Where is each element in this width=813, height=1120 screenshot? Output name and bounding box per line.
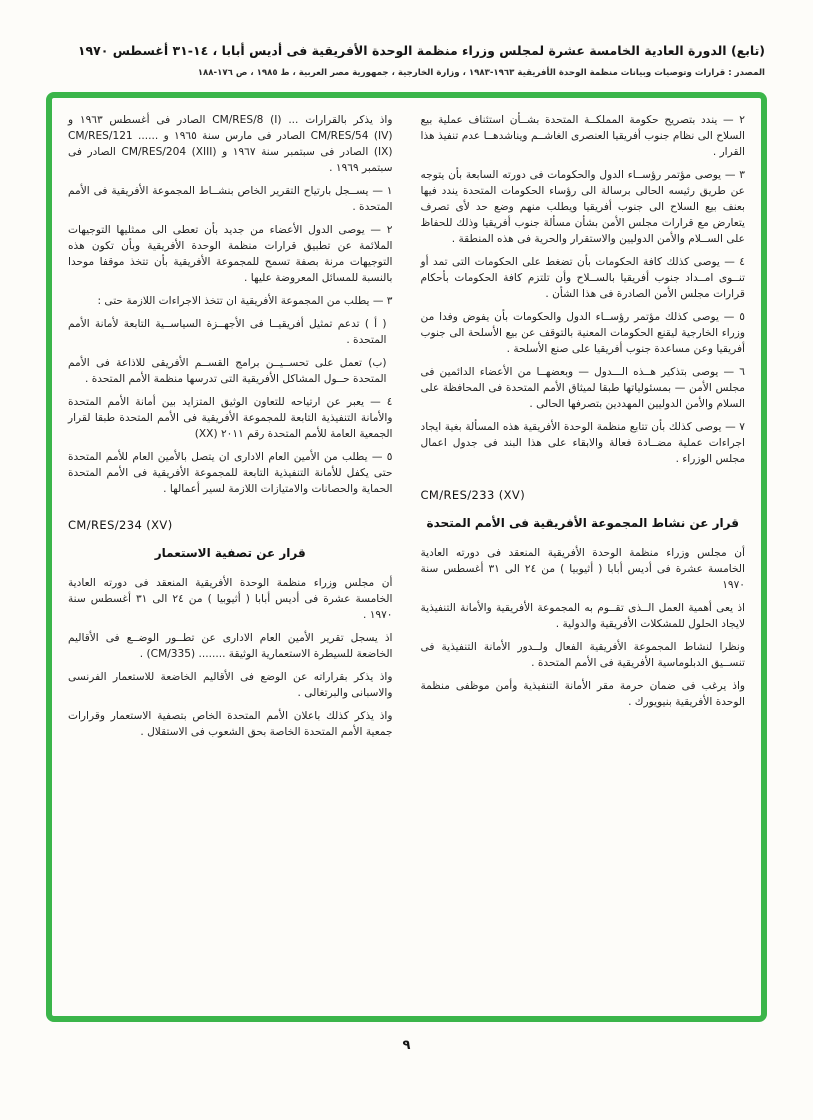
resolution-title: قرار عن تصفية الاستعمار xyxy=(154,545,306,560)
source-citation-line: المصدر : قرارات وتوصيات وبيانات منظمة الوحدة الأفريقية ١٩٦٣-١٩٨٣ ، وزارة الخارجية ، جمهورية مصر العربية ، ط ١٩٨٥ ، ص ١٧٦-١٨٨ xyxy=(197,67,765,78)
document-header xyxy=(0,0,813,78)
resolution-subitem: (ب) تعمل على تحســيــن برامج القســم الأفريقى للاذاعة فى الأمم المتحدة حــول المشاكل الأفريقية التى تدرسها منظمة الأمم المتحدة . xyxy=(68,356,387,385)
page-number: ٩ xyxy=(402,1037,411,1053)
resolution-paragraph: أن مجلس وزراء منظمة الوحدة الأفريقية المنعقد فى دورته العادية الخامسة عشرة فى أديس أبابا ( أثيوبيا ) من ٢٤ الى ٣١ أغسطس سنة ١٩٧٠ xyxy=(420,546,745,591)
column-right xyxy=(421,112,746,1006)
resolution-paragraph: واذ يذكر كذلك باعلان الأمم المتحدة الخاص بتصفية الاستعمار وقرارات جمعية الأمم المتحدة الخاصة بحق الشعوب فى الاستقلال . xyxy=(68,709,393,738)
resolution-subitem: ( أ ) تدعم تمثيل أفريقيــا فى الأجهــزة السياســية التابعة لأمانة الأمم المتحدة . xyxy=(68,317,387,346)
content-frame xyxy=(46,92,767,1022)
resolution-paragraph: واذ يذكر بقراراته عن الوضع فى الأقاليم الخاضعة للاستعمار الفرنسى والاسبانى والبرتغالى . xyxy=(68,670,393,699)
resolution-paragraph: أن مجلس وزراء منظمة الوحدة الأفريقية المنعقد فى دورته العادية الخامسة عشرة فى أديس أبابا ( أثيوبيا ) من ٢٤ الى ٣١ أغسطس سنة ١٩٧٠ . xyxy=(68,576,393,621)
resolution-paragraph: واذ يرغب فى ضمان حرمة مقر الأمانة التنفيذية وأمن موظفى منظمة الوحدة الأفريقية بنيويورك . xyxy=(420,679,745,708)
resolution-paragraph: ٣ — يوصى مؤتمر رؤســاء الدول والحكومات فى دورته السابعة بأن يتوجه عن طريق رئيسه الحالى برسالة الى رؤساء الحكومات المتحدة يندد فيها بعنف بيع السلاح الى جنوب أفريقيا ويطلب منهم وضع حد لأى تصرف يتعارض مع قرارات مجلس الأمن بشأن مسألة جنوب أفريقيا وذلك للحفاظ على الســلام والأمن الدوليين والاستقرار والحرية فى هذه المنطقة . xyxy=(420,168,745,245)
resolution-paragraph: ٢ — يوصى الدول الأعضاء من جديد بأن تعطى الى ممثليها التوجيهات الملائمة عن تطبيق قرارات منظمة الوحدة الأفريقية وبأن تكون هذه التوجيهات مرنة بصفة تسمح للمجموعة الأفريقية بأن تتخذ موقفا موحدا بالنسبة للمسائل المعروضة عليها . xyxy=(68,223,393,284)
resolution-paragraph: ٤ — يعبر عن ارتياحه للتعاون الوثيق المتزايد بين أمانة الأمم المتحدة والأمانة التنفيذية التابعة للمجموعة الأفريقية فى الأمم المتحدة طبقا لقرار الجمعية العامة للأمم المتحدة رقم ٢٠١١ (XX) xyxy=(68,395,393,440)
column-left xyxy=(68,112,393,1006)
resolution-paragraph: اذ يسجل تقرير الأمين العام الادارى عن تطــور الوضــع فى الأقاليم الخاضعة للسيطرة الاستعمارية الوثيقة ........ (CM/335) . xyxy=(68,631,393,660)
resolution-ref: CM/RES/233 (XV) xyxy=(420,487,526,502)
resolution-paragraph: ونظرا لنشاط المجموعة الأفريقية الفعال ولــدور الأمانة التنفيذية فى تنســيق الدبلوماسية الأفريقية فى الأمم المتحدة . xyxy=(420,640,745,669)
resolution-paragraph: ٣ — يطلب من المجموعة الأفريقية ان تتخذ الاجراءات اللازمة حتى : xyxy=(97,294,393,307)
resolution-paragraph: ٦ — يوصى بتذكير هــذه الـــدول — وبعضهــا من الأعضاء الدائمين فى مجلس الأمن — بمسئولياتها طبقا لميثاق الأمم المتحدة فى المحافظة على السلام والأمن الدوليين المهددين بتصرفها الحالى . xyxy=(420,365,745,410)
resolution-ref: CM/RES/234 (XV) xyxy=(68,517,173,532)
resolution-paragraph: ٤ — يوصى كذلك كافة الحكومات بأن تضغط على الحكومات التى تمد أو تنــوى امــداد جنوب أفريقيا بالســلاح وأن تلتزم كافة الحكومات بأحكام قرارات مجلس الأمن الصادرة فى هذا الشأن . xyxy=(420,255,745,300)
resolution-paragraph: ٢ — يندد بتصريح حكومة المملكــة المتحدة بشــأن استئناف عملية بيع السلاح الى نظام جنوب أفريقيا العنصرى الغاشــم ويناشدهــا عدم تنفيذ هذا القرار . xyxy=(420,113,745,158)
resolution-paragraph: ٥ — يطلب من الأمين العام الادارى ان يتصل بالأمين العام للأمم المتحدة حتى يكفل للأمانة التنفيذية التابعة للمجموعة الأفريقية فى الأمم المتحدة الحماية والحصانات والامتيازات اللازمة لسير أعمالها . xyxy=(68,450,393,495)
resolution-paragraph: ٥ — يوصى كذلك مؤتمر رؤســاء الدول والحكومات بأن يفوض وفدا من وزراء الخارجية ليقنع الحكومات المعنية بالتوقف عن بيع الأسلحة الى جنوب أفريقيا وعن مساعدة جنوب أفريقيا على صنع الأسلحة . xyxy=(420,310,745,355)
resolution-paragraph: ٧ — يوصى كذلك بأن تتابع منظمة الوحدة الأفريقية هذه المسألة بغية ايجاد اجراءات عملية مضــادة فعالة والابقاء على هذا البند فى جدول اعمال مجلس الوزراء . xyxy=(420,420,745,465)
resolution-title: قرار عن نشاط المجموعة الأفريقية فى الأمم المتحدة xyxy=(426,515,739,530)
resolution-paragraph: اذ يعى أهمية العمل الــذى تقــوم به المجموعة الأفريقية والأمانة التنفيذية لايجاد الحلول للمشكلات الأفريقية والدولية . xyxy=(420,601,745,630)
resolution-paragraph: ١ — يســجل بارتياح التقرير الخاص بنشــاط المجموعة الأفريقية فى الأمم المتحدة . xyxy=(68,184,393,213)
document-title-line: (تابع) الدورة العادية الخامسة عشرة لمجلس وزراء منظمة الوحدة الأفريقية فى أديس أبابا ، ١٤-٣١ أغسطس ١٩٧٠ xyxy=(77,43,765,58)
resolution-paragraph: واذ يذكر بالقرارات ... CM/RES/8 (I) الصادر فى أغسطس ١٩٦٣ و CM/RES/54 (IV) الصادر فى مارس سنة ١٩٦٥ و ...... CM/RES/121 (IX) الصادر فى سبتمبر سنة ١٩٦٧ و CM/RES/204 (XIII) الصادر فى سبتمبر ١٩٦٩ . xyxy=(68,113,393,174)
